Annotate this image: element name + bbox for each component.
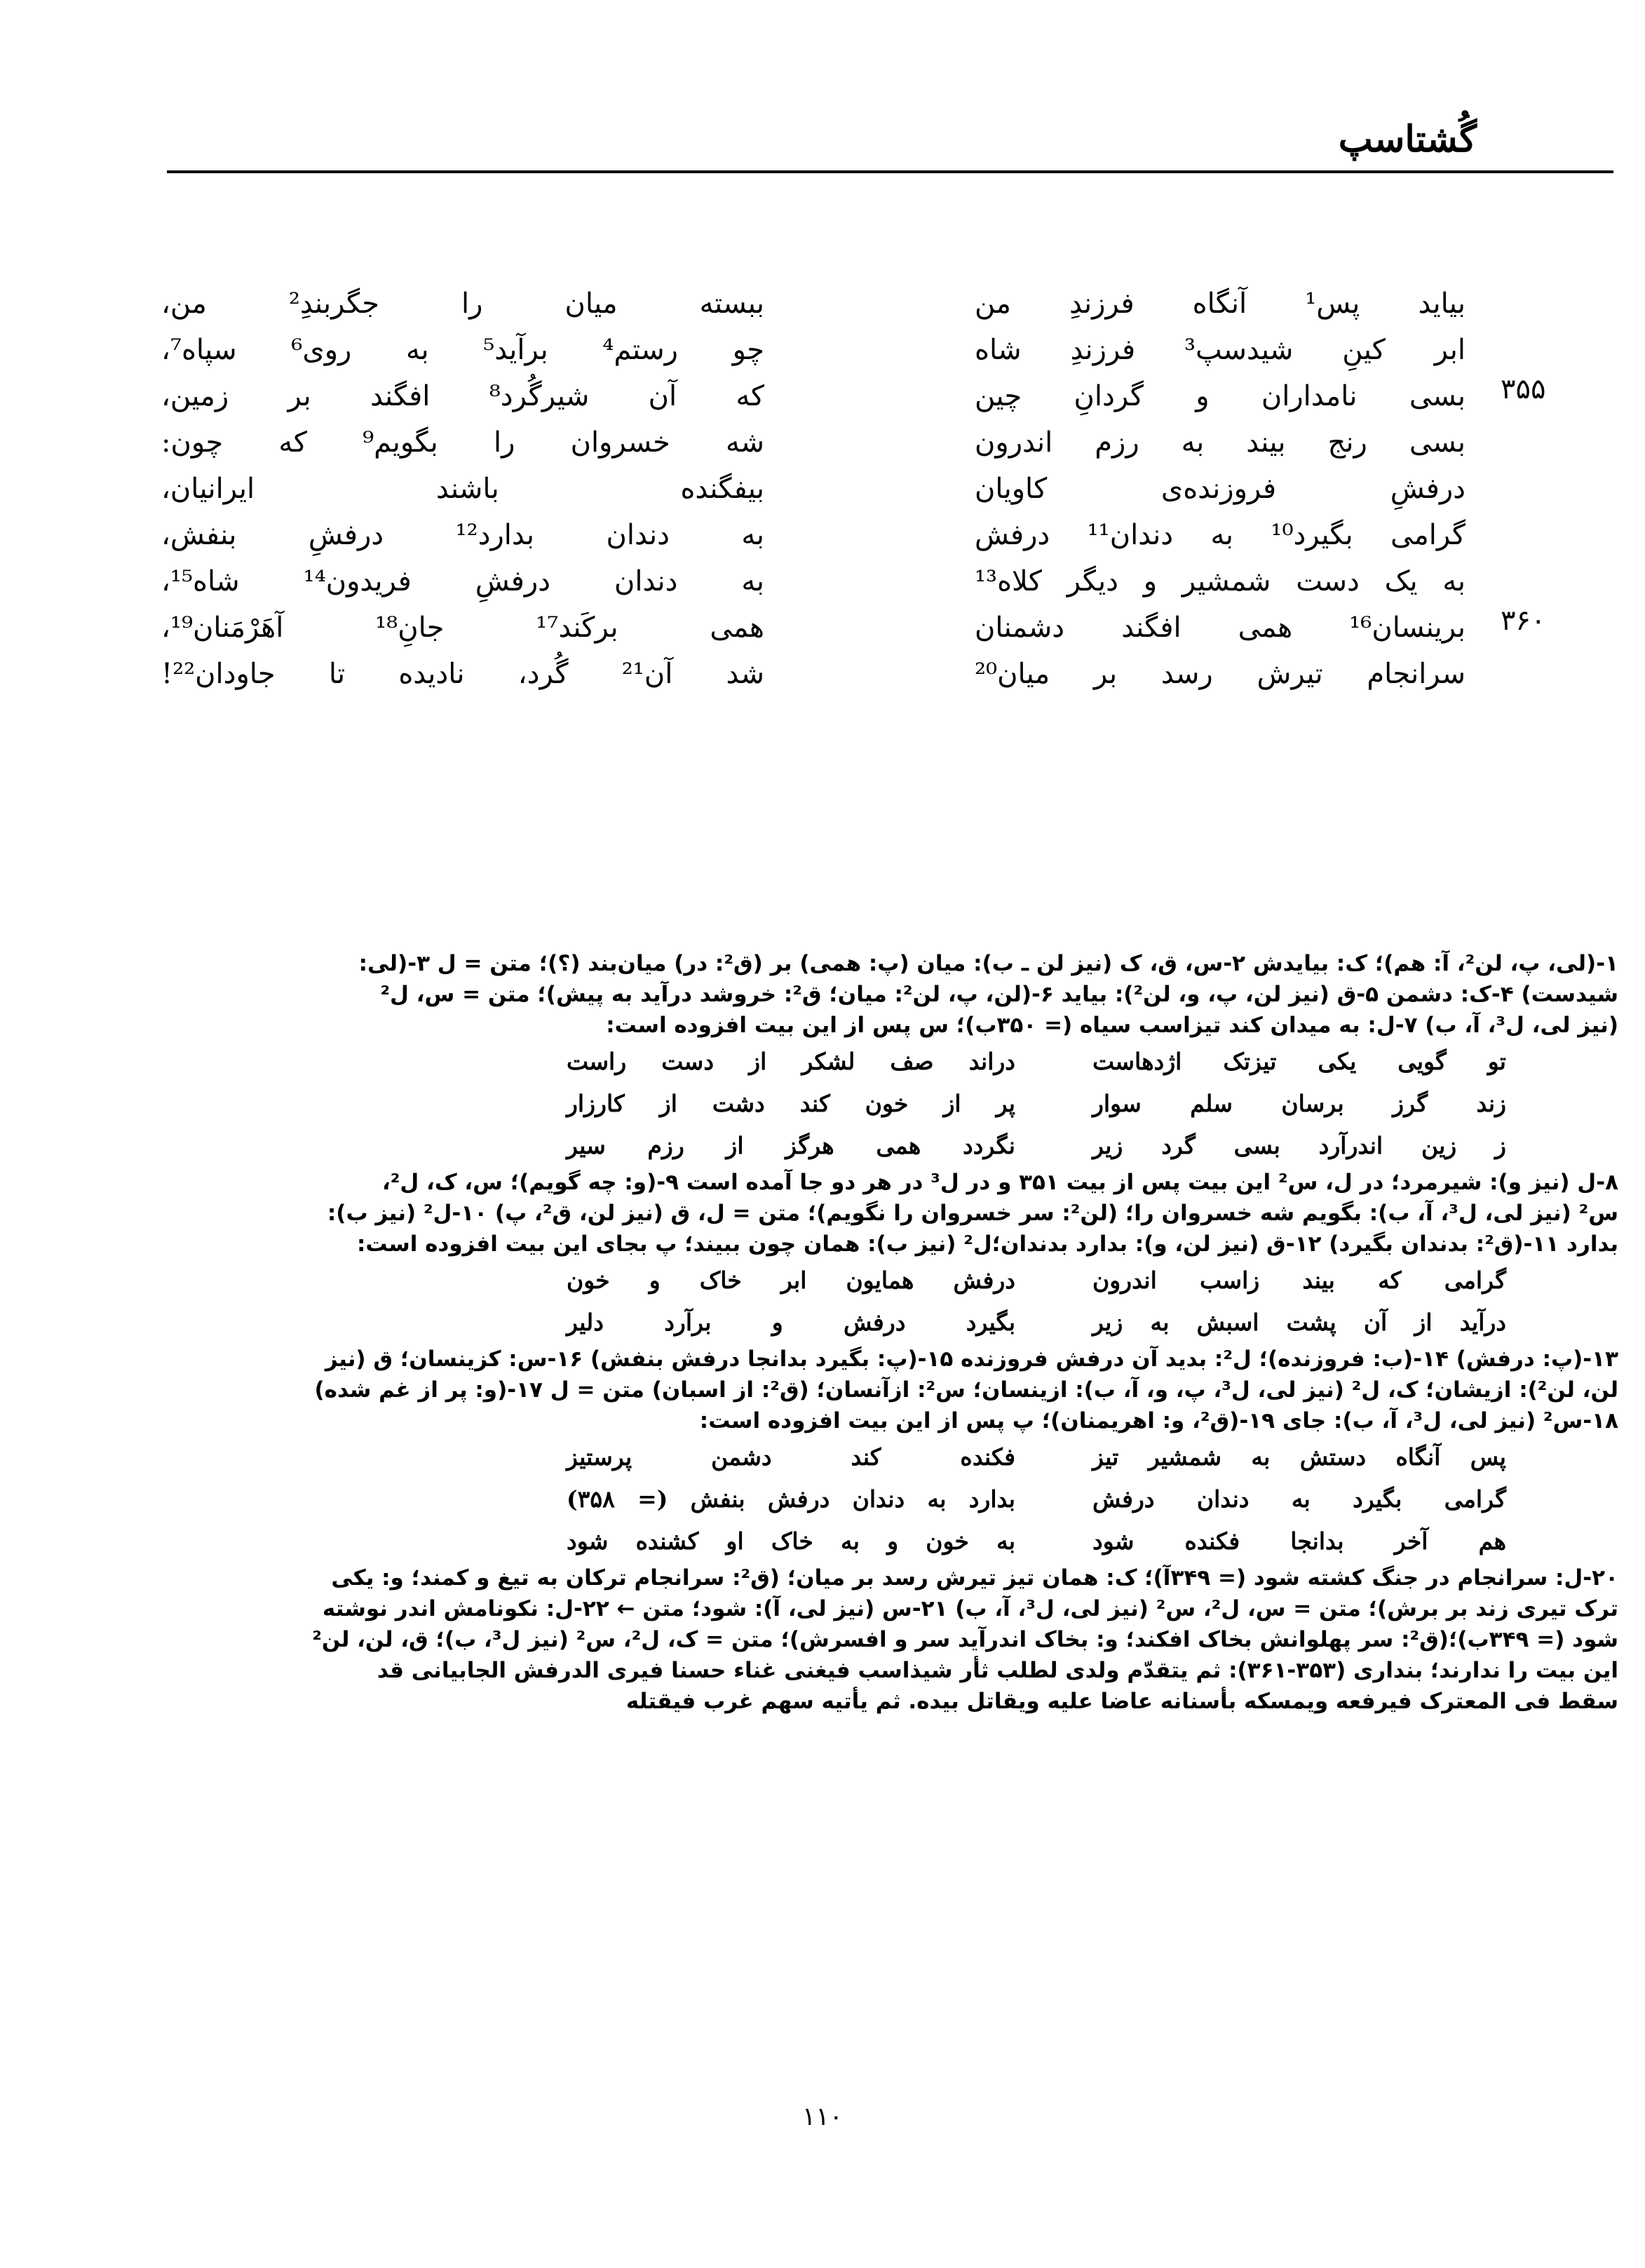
variant-hemistich-1: پس آنگاه دستش به شمشیر تیز bbox=[1092, 1443, 1506, 1471]
footnote-line: شیدست) ۴-ک: دشمن ۵-ق (نیز لن، پ، و، لن²): بیاید ۶-(لن، پ، لن²: میان؛ ق²: خروشد درآید به پیش)؛ متن = س، ل² bbox=[380, 982, 1618, 1007]
footnote-line: سقط فی المعترک فیرفعه ویمسکه بأسنانه عاضا علیه ویقاتل بیده. ثم یأتیه سهم غرب فیقتله bbox=[625, 1689, 1618, 1714]
hemistich-1: برینسان¹⁶ همی افگند دشمنان bbox=[975, 612, 1465, 644]
bayt bbox=[161, 512, 1465, 558]
chapter-title: گُشتاسپ bbox=[1338, 118, 1477, 161]
footnote-line: این بیت را ندارند؛ بنداری (۳۵۳-۳۶۱): ثم یتقدّم ولدی لطلب ثأر شیذاسب فیغنی غناء حسنا فیری الدرفش الجابیانی قد bbox=[377, 1658, 1618, 1683]
variant-hemistich-2: بدارد به دندان درفش بنفش (= ۳۵۸) bbox=[567, 1485, 1015, 1513]
footnote-line: (نیز لی، ل³، آ، ب) ۷-ل: به میدان کند تیزاسب سیاه (= ۳۵۰ب)؛ س پس از این بیت افزوده است: bbox=[606, 1013, 1618, 1038]
hemistich-1: سرانجام تیرش رسد بر میان²⁰ bbox=[975, 658, 1465, 690]
hemistich-2: بیفگنده باشند ایرانیان، bbox=[161, 473, 764, 505]
variant-hemistich-1: درآید از آن پشت اسبش به زیر bbox=[1092, 1309, 1506, 1336]
variant-hemistich-2: دراند صف لشکر از دست راست bbox=[567, 1048, 1015, 1075]
hemistich-1: بسی نامداران و گردانِ چین bbox=[975, 380, 1465, 412]
footnote-line: لن، لن²): ازیشان؛ ک، ل² (نیز لی، ل³، پ، و، آ، ب): ازینسان؛ س²: ازآنسان؛ (ق²: از اسبان) متن = ل ۱۷-(و: پر از غم شده) bbox=[314, 1377, 1618, 1403]
bayt bbox=[161, 605, 1546, 651]
bayt bbox=[161, 327, 1465, 373]
variant-hemistich-1: زند گرز برسان سلم سوار bbox=[1092, 1090, 1506, 1117]
variant-hemistich-1: گرامی که بیند زاسب اندرون bbox=[1092, 1267, 1506, 1294]
variant-hemistich-2: درفش همایون ابر خاک و خون bbox=[567, 1267, 1015, 1294]
hemistich-1: بیاید پس¹ آنگاه فرزندِ من bbox=[975, 288, 1465, 320]
hemistich-2: به دندان درفشِ فریدون¹⁴ شاه¹⁵، bbox=[161, 565, 764, 598]
bayt bbox=[161, 419, 1465, 466]
variant-hemistich-1: هم آخر بدانجا فکنده شود bbox=[1092, 1527, 1506, 1555]
footnote-line: ۱۳-(پ: درفش) ۱۴-(ب: فروزنده)؛ ل²: بدید آن درفش فروزنده ۱۵-(پ: بگیرد بدانجا درفش بنفش) ۱۶-س: کزینسان؛ ق (نیز bbox=[325, 1346, 1618, 1372]
variant-verse bbox=[181, 1436, 1618, 1478]
hemistich-2: چو رستم⁴ برآید⁵ به روی⁶ سپاه⁷، bbox=[161, 334, 765, 366]
footnote-line: ۱۸-س² (نیز لی، ل³، آ، ب): جای ۱۹-(ق²، و: اهریمنان)؛ پ پس از این بیت افزوده است: bbox=[699, 1408, 1618, 1433]
variant-hemistich-2: پر از خون کند دشت از کارزار bbox=[567, 1090, 1015, 1117]
hemistich-2: به دندان بدارد¹² درفشِ بنفش، bbox=[161, 519, 764, 551]
variant-hemistich-1: تو گویی یکی تیزتک اژدهاست bbox=[1092, 1048, 1506, 1075]
hemistich-1: بسی رنج بیند به رزم اندرون bbox=[975, 426, 1465, 459]
variant-verse bbox=[181, 1520, 1618, 1562]
bayt bbox=[161, 651, 1465, 697]
variant-hemistich-1: گرامی بگیرد به دندان درفش bbox=[1092, 1485, 1506, 1513]
variant-verse bbox=[181, 1302, 1618, 1344]
variant-hemistich-2: به خون و به خاک او کشنده شود bbox=[567, 1527, 1015, 1555]
hemistich-1: ابر کینِ شیدسپ³ فرزندِ شاه bbox=[975, 334, 1465, 366]
page-number: ۱۱۰ bbox=[801, 2102, 843, 2131]
variant-verse bbox=[181, 1083, 1618, 1125]
footnote-line: ۸-ل (نیز و): شیرمرد؛ در ل، س² این بیت پس از بیت ۳۵۱ و در ل³ در هر دو جا آمده است ۹-(و: چه گویم)؛ س، ک، ل²، bbox=[382, 1170, 1618, 1195]
verse-number: ۳۵۵ bbox=[1501, 373, 1546, 405]
variant-verse bbox=[181, 1478, 1618, 1520]
variant-verse bbox=[181, 1260, 1618, 1302]
footnote-line: ۱-(لی، پ، لن²، آ: هم)؛ ک: بیایدش ۲-س، ق، ک (نیز لن ـ ب): میان (پ: همی) بر (ق²: در) میان‌بند (؟)؛ متن = ل ۳-(لی: bbox=[358, 951, 1618, 976]
poem-verses bbox=[161, 281, 1546, 697]
hemistich-2: همی برکَند¹⁷ جانِ¹⁸ آهَرْمَنان¹⁹، bbox=[161, 612, 764, 644]
footnote-line: ترک تیری زند بر برش)؛ متن = س، ل²، س² (نیز لی، ل³، آ، ب) ۲۱-س (نیز لی، آ): شود؛ متن ← ۲۲-ل: نکونامش اندر نوشته bbox=[322, 1596, 1618, 1621]
variant-verse bbox=[181, 1125, 1618, 1167]
hemistich-2: شد آن²¹ گُرد، نادیده تا جاودان²²! bbox=[161, 658, 764, 690]
variant-hemistich-1: ز زین اندرآرد بسی گرد زیر bbox=[1092, 1132, 1506, 1159]
bayt bbox=[161, 466, 1465, 512]
footnote-line: س² (نیز لی، ل³، آ، ب): بگویم شه خسروان را؛ (لن²: سر خسروان را نگویم)؛ متن = ل، ق (نیز لن، ق²، پ) ۱۰-ل² (نیز ب): bbox=[327, 1201, 1618, 1226]
critical-apparatus-footnotes bbox=[181, 948, 1618, 1717]
hemistich-1: گرامی بگیرد¹⁰ به دندان¹¹ درفش bbox=[975, 519, 1466, 551]
hemistich-2: شه خسروان را بگویم⁹ که چون: bbox=[161, 426, 764, 459]
footnote-line: بدارد ۱۱-(ق²: بدندان بگیرد) ۱۲-ق (نیز لن، و): بدارد بدندان؛ل² (نیز ب): همان چون ببیند؛ پ بجای این بیت افزوده است: bbox=[357, 1231, 1618, 1257]
header-rule bbox=[167, 170, 1613, 173]
variant-hemistich-2: نگردد همی هرگز از رزم سیر bbox=[567, 1132, 1015, 1159]
variant-hemistich-2: فکنده کند دشمن پرستیز bbox=[567, 1443, 1015, 1471]
footnote-line: ۲۰-ل: سرانجام در جنگ کشته شود (= ۳۴۹آ)؛ ک: همان تیز تیرش رسد بر میان؛ (ق²: سرانجام ترکان به تیغ و کمند؛ و: یکی bbox=[331, 1565, 1618, 1591]
variant-hemistich-2: بگیرد درفش و برآرد دلیر bbox=[567, 1309, 1015, 1336]
hemistich-1: به یک دست شمشیر و دیگر کلاه¹³ bbox=[975, 565, 1465, 598]
hemistich-2: ببسته میان را جگربندِ² من، bbox=[161, 288, 765, 320]
hemistich-1: درفشِ فروزنده‌ی کاویان bbox=[975, 473, 1465, 505]
bayt bbox=[161, 281, 1465, 327]
bayt bbox=[161, 558, 1465, 605]
footnote-line: شود (= ۳۴۹ب)؛(ق²: سر پهلوانش بخاک افکند؛ و: بخاک اندرآید سر و افسرش)؛ متن = ک، ل²، س² (نیز ل³، ب)؛ ق، لن، لن² bbox=[312, 1627, 1618, 1652]
bayt bbox=[161, 373, 1546, 419]
variant-verse bbox=[181, 1041, 1618, 1083]
verse-number: ۳۶۰ bbox=[1501, 605, 1546, 637]
hemistich-2: که آن شیرگُرد⁸ افگند بر زمین، bbox=[161, 380, 764, 412]
